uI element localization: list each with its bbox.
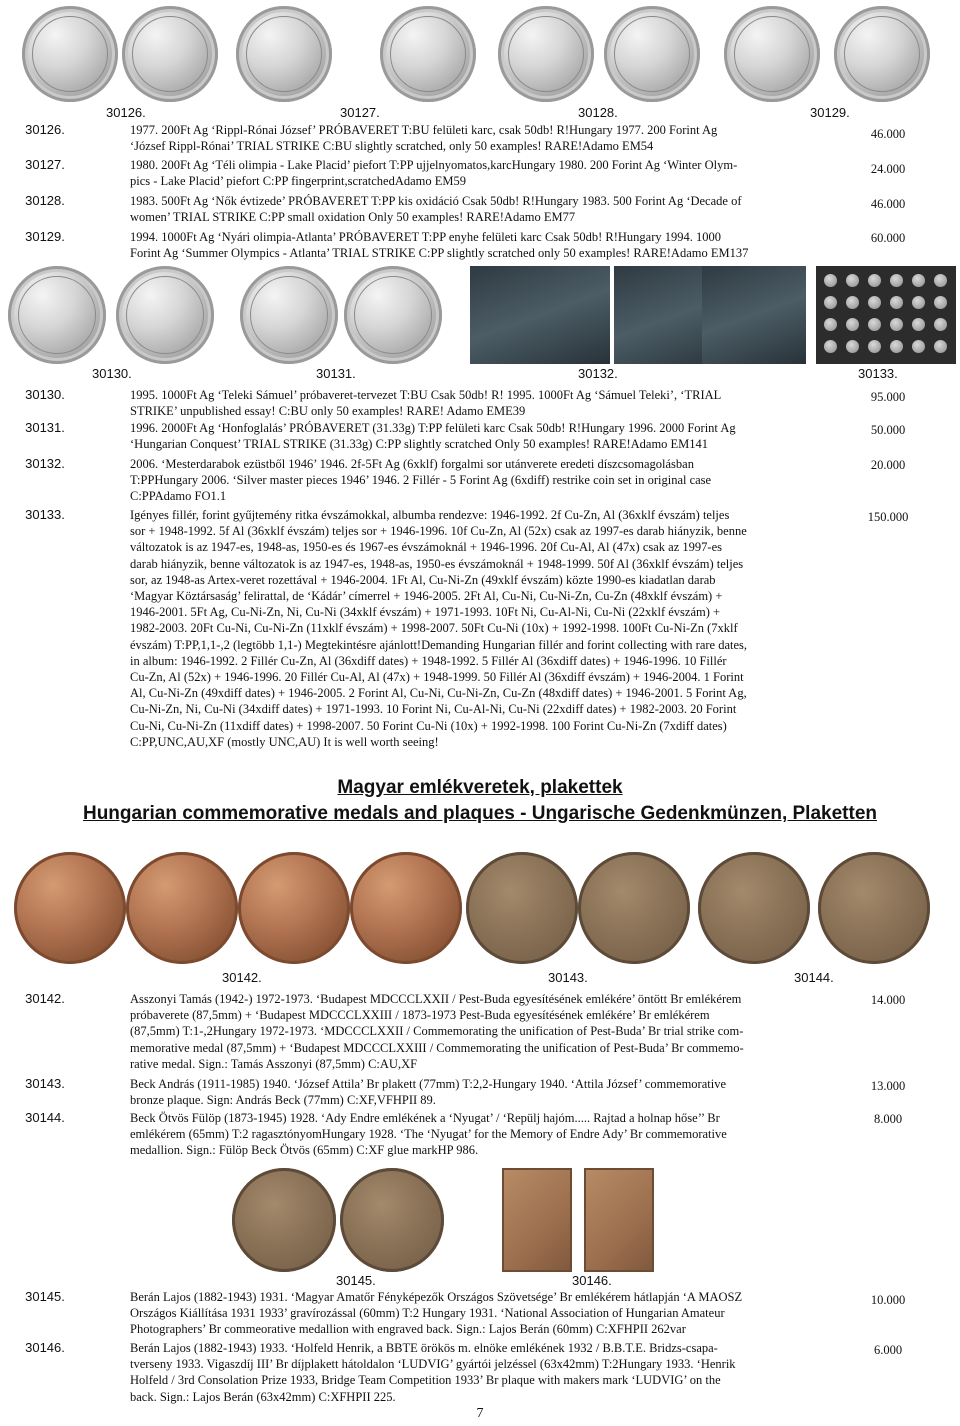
lot-description: 1980. 200Ft Ag ‘Téli olimpia - Lake Placid’ piefort T:PP ujjelnyomatos,karcHungary 1980. 200 Forint Ag ‘Winter Olym- pics - Lake Placid’ piefort C:PP fingerprint,scratchedAdamo EM59	[130, 158, 738, 189]
lot-description: 2006. ‘Mesterdarabok ezüstből 1946’ 1946. 2f-5Ft Ag (6xklf) forgalmi sor utánverete eredeti díszcsomagolásban T:PPHungary 2006. ‘Silver master pieces 1946’ 1946. 2 Fillér - 5 Forint Ag (6xdiff) restrike coin set in original case C:PPAdamo FO1.1	[130, 457, 712, 504]
coin-photo	[604, 6, 700, 102]
lot-number: 30132.	[25, 456, 65, 471]
lot-number: 30130.	[25, 387, 65, 402]
lot-description: 1996. 2000Ft Ag ‘Honfoglalás’ PRÓBAVERET (31.33g) T:PP felületi karc Csak 50db! R!Hungary 1996. 2000 Forint Ag ‘Hungarian Conquest’ TRIAL STRIKE (31.33g) C:PP slightly scratched Only 50 examples! RARE!Adamo EM141	[130, 421, 736, 452]
medal-photo	[340, 1168, 444, 1272]
lot-description: 1977. 200Ft Ag ‘Rippl-Rónai József’ PRÓBAVERET T:BU felületi karc, csak 50db! R!Hungary 1977. 200 Forint Ag ‘József Rippl-Rónai’ TRIAL STRIKE C:BU slightly scratched, only 50 examples! RARE!Adamo EM54	[130, 123, 718, 154]
photo-caption: 30130.	[92, 366, 132, 381]
coin-photo	[724, 6, 820, 102]
lot-description: Beck András (1911-1985) 1940. ‘József Attila’ Br plakett (77mm) T:2,2-Hungary 1940. ‘Attila József’ commemorative bronze plaque. Sign: András Beck (77mm) C:XF,VFHPII 89.	[130, 1077, 726, 1108]
lot-price: 14.000	[870, 993, 906, 1007]
lot-price: 50.000	[870, 423, 906, 437]
lot-price: 13.000	[870, 1079, 906, 1093]
lot-number: 30146.	[25, 1340, 65, 1355]
lot-number: 30126.	[25, 122, 65, 137]
section-title-hu: Magyar emlékveretek, plakettek	[337, 777, 623, 798]
coin-photo	[498, 6, 594, 102]
section-title-en: Hungarian commemorative medals and plaques - Ungarische Gedenkmünzen, Plaketten	[82, 803, 877, 824]
lot-price: 6.000	[873, 1343, 903, 1357]
photo-caption: 30127.	[340, 105, 380, 120]
medal-photo	[232, 1168, 336, 1272]
photo-caption: 30145.	[336, 1273, 376, 1288]
lot-description: Berán Lajos (1882-1943) 1933. ‘Holfeld Henrik, a BBTE örökös m. elnöke emlékének 1932 / B.B.T.E. Bridzs-csapa- tverseny 1933. Vigaszdíj III’ Br díjplakett hátoldalon ‘LUDVIG’ gyártói jelzéssel (63x42mm) T:2Hungary 1933. ‘Henrik Holfeld / 3rd Consolation Prize 1933, Bridge Team Competition 1933’ Br plaque with makers mark ‘LUDVIG’ on the back. Sign.: Lajos Berán (63x42mm) C:XFHPII 225.	[130, 1341, 736, 1404]
coin-photo	[22, 6, 118, 102]
lot-price: 46.000	[870, 127, 906, 141]
coin-photo	[8, 266, 106, 364]
medal-photo	[238, 852, 350, 964]
coin-photo	[344, 266, 442, 364]
medal-photo	[350, 852, 462, 964]
lot-price: 8.000	[873, 1112, 903, 1126]
lot-number: 30129.	[25, 229, 65, 244]
photo-caption: 30126.	[106, 105, 146, 120]
lot-number: 30145.	[25, 1289, 65, 1304]
lot-price: 150.000	[867, 510, 909, 524]
lot-description: Berán Lajos (1882-1943) 1931. ‘Magyar Amatőr Fényképezők Országos Szövetsége’ Br emlékérem hátlapján ‘A MAOSZ Országos Kiállítása 1931 1933’ gravírozással (60mm) T:2 Hungary 1931. ‘National Association of Hungarian Amateur Photographers’ Br commeorative medallion with engraved back. Sign.: Lajos Berán (60mm) C:XFHPII 262var	[130, 1290, 743, 1337]
medal-photo	[578, 852, 690, 964]
photo-caption: 30128.	[578, 105, 618, 120]
photo-caption: 30133.	[858, 366, 898, 381]
lot-description: 1995. 1000Ft Ag ‘Teleki Sámuel’ próbaveret-tervezet T:BU Csak 50db! R! 1995. 1000Ft Ag ‘Sámuel Teleki’, ‘TRIAL STRIKE’ unpublished essay! C:BU only 50 examples! RARE! Adamo EME39	[130, 388, 722, 419]
lot-number: 30133.	[25, 507, 65, 522]
lot-number: 30142.	[25, 991, 65, 1006]
photo-caption: 30144.	[794, 970, 834, 985]
lot-price: 60.000	[870, 231, 906, 245]
page-number: 7	[476, 1406, 484, 1421]
lot-price: 46.000	[870, 197, 906, 211]
lot-description: Asszonyi Tamás (1942-) 1972-1973. ‘Budapest MDCCCLXXII / Pest-Buda egyesítésének emlékére’ öntött Br emlékérem próbaverete (87,5mm) + ‘Budapest MDCCCLXXIII / 1873-1973 Pest-Buda egyesítésének emlékére’ Br emlékérem (87,5mm) T:1-,2Hungary 1972-1973. ‘MDCCCLXXII / Commemorating the unification of Pest-Buda’ Br trial strike com- memorative medal (87,5mm) + ‘Budapest MDCCCLXXIII / Commemorating the unification of Pest-Buda’ Br commemo- rative medal. Sign.: Tamás Asszonyi (87,5mm) C:AU,XF	[130, 992, 744, 1071]
lot-number: 30128.	[25, 193, 65, 208]
coin-photo	[236, 6, 332, 102]
album-photo	[816, 266, 956, 364]
case-photo	[470, 266, 610, 364]
photo-caption: 30129.	[810, 105, 850, 120]
lot-price: 20.000	[870, 458, 906, 472]
coin-photo	[380, 6, 476, 102]
lot-number: 30127.	[25, 157, 65, 172]
lot-number: 30144.	[25, 1110, 65, 1125]
lot-description: Beck Ötvös Fülöp (1873-1945) 1928. ‘Ady Endre emlékének a ‘Nyugat’ / ‘Repülj hajóm..... Rajtad a holnap hőse’’ Br emlékérem (65mm) T:2 ragasztónyomHungary 1928. ‘The ‘Nyugat’ for the Memory of Endre Ady’ Br commemorative medallion. Sign.: Fülöp Beck Ötvös (65mm) C:XF glue markHP 986.	[130, 1111, 727, 1158]
lot-description: 1994. 1000Ft Ag ‘Nyári olimpia-Atlanta’ PRÓBAVERET T:PP enyhe felületi karc Csak 50db! R!Hungary 1994. 1000 Forint Ag ‘Summer Olympics - Atlanta’ TRIAL STRIKE C:PP slightly scratched only 50 examples! RARE!Adamo EM137	[130, 230, 749, 261]
lot-price: 24.000	[870, 162, 906, 176]
lot-price: 10.000	[870, 1293, 906, 1307]
lot-number: 30131.	[25, 420, 65, 435]
coin-photo	[834, 6, 930, 102]
medal-photo	[818, 852, 930, 964]
lot-number: 30143.	[25, 1076, 65, 1091]
photo-caption: 30132.	[578, 366, 618, 381]
coin-photo	[116, 266, 214, 364]
medal-photo	[14, 852, 126, 964]
plaque-photo	[584, 1168, 654, 1272]
medal-photo	[126, 852, 238, 964]
medal-photo	[466, 852, 578, 964]
photo-caption: 30143.	[548, 970, 588, 985]
lot-price: 95.000	[870, 390, 906, 404]
coin-photo	[240, 266, 338, 364]
lot-description: 1983. 500Ft Ag ‘Nők évtizede’ PRÓBAVERET T:PP kis oxidáció Csak 50db! R!Hungary 1983. 500 Forint Ag ‘Decade of women’ TRIAL STRIKE C:PP small oxidation Only 50 examples! RARE!Adamo EM77	[130, 194, 742, 225]
medal-photo	[698, 852, 810, 964]
photo-caption: 30146.	[572, 1273, 612, 1288]
coin-photo	[122, 6, 218, 102]
photo-caption: 30142.	[222, 970, 262, 985]
photo-caption: 30131.	[316, 366, 356, 381]
case-photo	[702, 266, 806, 364]
lot-description: Igényes fillér, forint gyűjtemény ritka évszámokkal, albumba rendezve: 1946-1992. 2f Cu-Zn, Al (36xklf évszám) teljes sor + 1948-1992. 5f Al (36xklf évszám) teljes sor + 1946-1996. 10f Cu-Zn, Al (52x) csak az 1997-es darab hiányzik, benne változatok is az 1947-es, 1948-as, 1950-es és 1967-es évszámoknál + 1946-1996. 20f Cu-Al, Al (47x) csak az 1997-es darab hiányzik, benne változatok is az 1947-es, 1948-as, 1950-es évszámoknál + 1948-1999. 50f Al (36xklf évszám) teljes sor, az 1948-as Artex-veret rozettával + 1946-2004. 1Ft Al, Cu-Ni-Zn (49xklf évszám) közte 1990-es kiadatlan darab ‘Magyar Köztársaság’ felirattal, de ‘Kádár’ címerrel + 1946-2005. 2Ft Al, Cu-Ni, Cu-Ni-Zn, Cu-Zn (48xklf évszám) + 1946-2001. 5Ft Ag, Cu-Ni-Zn, Ni, Cu-Ni (34xklf évszám) + 1971-1993. 10Ft Ni, Cu-Al-Ni, Cu-Ni (22xklf évszám) + 1982-2003. 20Ft Cu-Ni, Cu-Ni-Zn (11xklf évszám) + 1998-2007. 50Ft Cu-Ni (10x) + 1992-1998. 100Ft Cu-Ni-Zn (7xklf évszám) T:PP,1,1-,2 (legtöbb 1,1-) Megtekintésre ajánlott!Demanding Hungarian fillér and forint collecting with rare dates, in album: 1946-1992. 2 Fillér Cu-Zn, Al (36xdiff dates) + 1948-1992. 5 Fillér Al (36xdiff dates) + 1946-1996. 10 Fillér Cu-Zn, Al (52x) + 1946-1996. 20 Fillér Cu-Al, Al (47x) + 1948-1999. 50 Fillér Al (36xdiff évszám) + 1946-2004. 1 Forint Al, Cu-Ni-Zn (49xdiff dates) + 1946-2005. 2 Forint Al, Cu-Ni, Cu-Ni-Zn, Cu-Zn (48xdiff dates) + 1946-2001. 5 Forint Ag, Cu-Ni-Zn, Ni, Cu-Ni (34xdiff dates) + 1971-1993. 10 Forint Ni, Cu-Al-Ni, Cu-Ni (22xdiff dates) + 1982-2003. 20 Forint Cu-Ni, Cu-Ni-Zn (11xdiff dates) + 1998-2007. 50 Forint Cu-Ni (10x) + 1992-1998. 100 Forint Cu-Ni-Zn (7xdiff dates) C:PP,UNC,AU,XF (mostly UNC,AU) It is well worth seeing!	[130, 508, 748, 749]
plaque-photo	[502, 1168, 572, 1272]
